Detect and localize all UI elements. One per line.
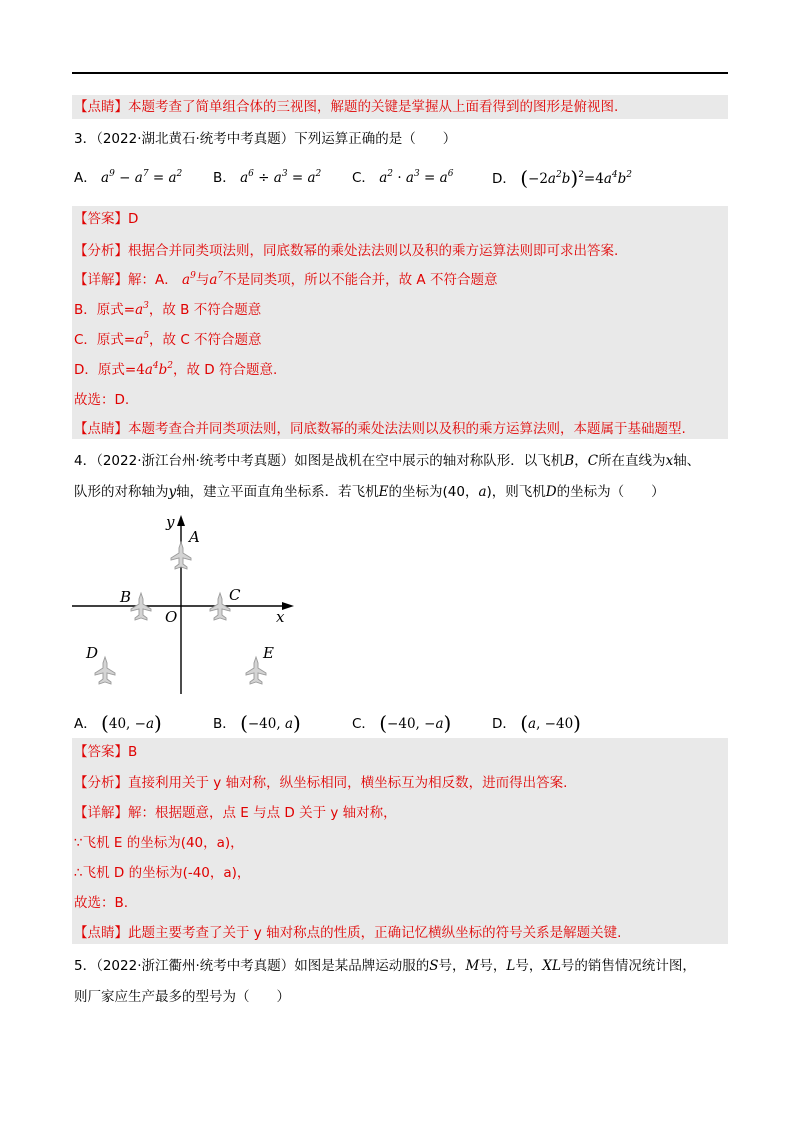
option-v2: −a [424,716,444,732]
detail-text: 解：根据题意，点 E 与点 D 关于 y 轴对称， [128,805,397,821]
q4-therefore [74,863,250,883]
q3-detail-line3: C．原式$=a^5$，故 C 不符合题意 [74,331,262,348]
stem-var: E [378,484,389,500]
stem-text: 的坐标为（ ） [556,484,665,500]
q4-analysis [74,773,567,793]
answer-text: B [128,744,138,760]
stem-var: S [429,958,439,974]
option-label: D． [492,716,516,732]
detail-text: 不是同类项，所以不能合并，故 A 不符合题意 [223,272,498,288]
dianjing-prev [74,97,618,117]
q3-analysis [74,241,618,261]
answer-tag: 【答案】 [74,744,128,760]
q3-option-d: D． $(-2a^2b)^2=4a^4b^2$ [492,166,633,190]
stem-text: 如图是某品牌运动服的 [294,958,430,974]
stem-text: 号， [515,958,543,974]
q5-source: （2022·浙江衢州·统考中考真题） [96,958,295,974]
plane-b-label: B [120,588,132,606]
plane-a-label: A [189,528,200,546]
q4-option-d: D． (a, −40) [492,711,581,735]
stem-var: B [564,453,575,469]
q4-answer [74,742,137,762]
q4-source: （2022·浙江台州·统考中考真题） [96,453,295,469]
header-rule [72,72,728,74]
analysis-tag: 【分析】 [74,243,128,259]
analysis-text: 根据合并同类项法则，同底数幂的乘处法法则以及积的乘方运算法则即可求出答案. [128,243,619,259]
q4-because [74,833,244,853]
q4-option-c: C． (−40, −a) [352,711,452,735]
detail-text: ，故 C 不符合题意 [149,332,262,348]
q3-dianjing [74,419,686,439]
choose-text: 故选：B. [74,895,129,911]
stem-text: 轴，建立平面直角坐标系．若飞机 [176,484,379,500]
option-v2: −a [134,716,155,732]
plane-a-icon [171,542,191,569]
x-axis-label: x [276,608,285,626]
stem-text: 所在直线为 [598,453,666,469]
stem-var: y [168,484,177,500]
analysis-text: 直接利用关于 y 轴对称，纵坐标相同，横坐标互为相反数，进而得出答案. [128,775,568,791]
detail-text: ，故 B 不符合题意 [148,302,262,318]
option-label: A． [74,716,97,732]
stem-var: x [665,453,674,469]
q3-option-c: C． $a^2 \cdot a^3 = a^6$ [352,169,454,186]
plane-d-label: D [86,644,99,662]
stem-text: 如图是战机在空中展示的轴对称队形．以飞机 [294,453,565,469]
dianjing-text: 本题考查了简单组合体的三视图，解题的关键是掌握从上面看得到的图形是俯视图. [128,99,619,115]
q5-stem-line1 [74,956,696,976]
stem-var: XL [542,958,561,974]
dianjing-tag: 【点睛】 [74,925,128,941]
q3-number: 3． [74,131,97,147]
stem-var: a [478,484,487,500]
q5-stem-line2 [74,987,290,1007]
q5-number: 5． [74,958,97,974]
option-v1: −40 [247,716,277,732]
q4-dianjing [74,923,621,943]
choose-text: 故选：D. [74,392,130,408]
q4-stem-line1 [74,451,700,471]
q3-source: （2022·湖北黄石·统考中考真题） [96,131,295,147]
stem-text: 号， [438,958,466,974]
detail-tag: 【详解】 [74,805,128,821]
detail-text: ∴飞机 D 的坐标为(-40，a)， [74,865,251,881]
stem-var: C [587,453,599,469]
q3-option-a: A． $a^9 - a^7 = a^2$ [74,169,183,186]
answer-text: D [128,211,139,227]
detail-text: ，故 D 符合题意. [173,362,278,378]
stem-text: 轴、 [673,453,701,469]
q3-detail-line4: D．原式$=4a^4b^2$，故 D 符合题意. [74,361,278,378]
q4-number: 4． [74,453,97,469]
option-label: B． [213,716,236,732]
detail-text: D．原式= [74,362,137,378]
q3-stem-text: 下列运算正确的是（ ） [294,131,457,147]
stem-text: 号， [479,958,507,974]
q3-choose [74,390,129,410]
stem-text: 则厂家应生产最多的型号为（ ） [74,989,290,1005]
option-v1: a [528,716,537,732]
answer-tag: 【答案】 [74,211,128,227]
detail-text: ∵飞机 E 的坐标为(40，a)， [74,835,244,851]
q3-answer [74,209,138,229]
q4-choose [74,893,128,913]
detail-text: 与 [195,272,210,288]
dianjing-text: 本题考查合并同类项法则，同底数幂的乘处法法则以及积的乘方运算法则，本题属于基础题型. [128,421,686,437]
stem-text: 队形的对称轴为 [74,484,169,500]
plane-e-label: E [263,644,274,662]
stem-var: L [506,958,516,974]
origin-label: O [165,608,178,626]
option-v2: a [284,716,294,732]
coordinate-figure [68,514,300,700]
stem-text: 的坐标为(40， [388,484,479,500]
stem-text: )，则飞机 [486,484,546,500]
y-axis-arrow [177,515,185,526]
stem-text: 号的销售情况统计图， [560,958,696,974]
q3-stem [74,129,456,149]
option-label: B． [213,170,236,186]
option-label: C． [352,716,375,732]
option-v1: −40 [387,716,416,732]
option-label: D． [492,171,516,187]
q3-detail-line1: 【详解】解：A． $a^9$与$a^7$不是同类项，所以不能合并，故 A 不符合题意 [74,271,498,288]
q4-stem-line2 [74,482,665,502]
stem-text: ， [574,453,588,469]
q3-detail-line2: B．原式$=a^3$，故 B 不符合题意 [74,301,262,318]
q4-option-a: A． (40, −a) [74,711,162,735]
q4-option-b: B． (−40, a) [213,711,301,735]
q4-detail [74,803,397,823]
detail-text: B．原式= [74,302,136,318]
option-v2: −40 [544,716,574,732]
option-label: C． [352,170,375,186]
option-label: A． [74,170,97,186]
plane-c-label: C [229,586,241,604]
stem-var: D [545,484,557,500]
detail-text: 解：A． [128,272,178,288]
y-axis-label: y [166,514,175,531]
dianjing-tag: 【点睛】 [74,99,128,115]
dianjing-tag: 【点睛】 [74,421,128,437]
detail-tag: 【详解】 [74,272,128,288]
analysis-tag: 【分析】 [74,775,128,791]
detail-text: C．原式= [74,332,136,348]
option-v1: 40 [108,716,127,732]
stem-var: M [465,958,480,974]
dianjing-text: 此题主要考查了关于 y 轴对称点的性质，正确记忆横纵坐标的符号关系是解题关键. [128,925,622,941]
q3-option-b: B． $a^6 \div a^3 = a^2$ [213,169,322,186]
